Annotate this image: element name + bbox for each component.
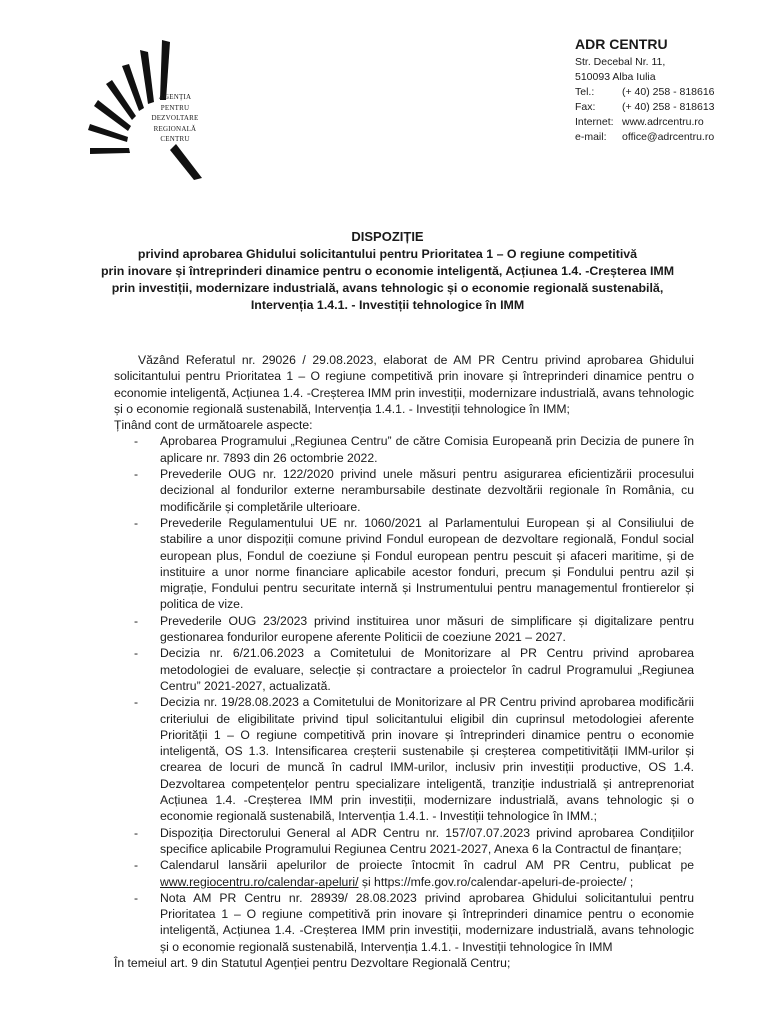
fax-label: Fax: (575, 101, 596, 113)
agency-line: DEZVOLTARE (151, 114, 199, 122)
agency-line: PENTRU (160, 103, 190, 112)
email-row (575, 130, 715, 145)
website-label: Internet: (575, 116, 614, 128)
list-item-text: Prevederile OUG 23/2023 privind instituirea unor măsuri de simplificare și digitalizare pentru gestionarea fondurilor europene aferente Politicii de coeziune 2021 – 2027. (160, 613, 694, 645)
fax-row (575, 100, 715, 115)
list-item: - Nota AM PR Centru nr. 28939/ 28.08.2023 privind aprobarea Ghidului solicitantului pentru Prioritatea 1 – O regiune competitivă prin inovare și întreprinderi dinamice pentru o economie inteligentă, Acțiunea 1.4. -Creșterea IMM prin investiții, modernizare industrială, avans tehnologic și o economie regională sustenabilă, Intervenția 1.4.1. - Investiții tehnologice în IMM (134, 890, 694, 954)
address-line-1: Str. Decebal Nr. 11, (575, 56, 666, 68)
title-line: Intervenția 1.4.1. - Investiții tehnologice în IMM (250, 298, 525, 312)
title-line: privind aprobarea Ghidului solicitantului pentru Prioritatea 1 – O regiune competitivă (137, 247, 638, 261)
contact-block (575, 36, 715, 145)
list-item-text: Decizia nr. 19/28.08.2023 a Comitetului de Monitorizare al PR Centru privind aprobarea modificării criteriului de eligibilitate privind tipul solicitantului eligibil din cuprinsul metodologiei aferente Priorității 1 – O regiune competitivă prin inovare și întreprinderi dinamice pentru o economie inteligentă, OS 1.3. Intensificarea creșterii sustenabile și creșterea competitivității IMM-urilor și crearea de locuri de muncă în cadrul IMM-urilor, inclusiv prin investiții productive, OS 1.4. Dezvoltarea competențelor pentru specializare inteligentă, tranziție industrială și antreprenoriat Acțiunea 1.4. -Creșterea IMM prin investiții, modernizare industrială, avans tehnologic și o economie regională sustenabilă, Intervenția 1.4.1. - Investiții tehnologice în IMM.; (160, 695, 694, 824)
agency-line: CENTRU (160, 135, 190, 143)
phone-label: Tel.: (575, 86, 595, 98)
phone-row (575, 85, 715, 100)
list-item: - Aprobarea Programului „Regiunea Centru” de către Comisia Europeană prin Decizia de punere în aplicare nr. 7893 din 26 octombrie 2022. (134, 434, 694, 465)
agency-line: REGIONALĂ (153, 124, 197, 133)
phone-value: (+ 40) 258 - 818616 (622, 86, 715, 98)
title-line: prin investiții, modernizare industrială, avans tehnologic și o economie regională sustenabilă, (111, 281, 664, 295)
list-item: - Prevederile OUG nr. 122/2020 privind unele măsuri pentru asigurarea eficientizării procesului decizional al fondurilor externe nerambursabile destinate dezvoltării regionale în România, cu modificările și completările ulterioare. (134, 467, 694, 514)
list-item-text: Decizia nr. 6/21.06.2023 a Comitetului de Monitorizare al PR Centru privind aprobarea metodologiei de evaluare, selecție și contractare a proiectelor în cadrul Programului „Regiunea Centru” 2021-2027, actualizată. (160, 646, 694, 693)
considering-line: Ținând cont de următoarele aspecte: (114, 418, 313, 433)
calendar-link[interactable]: www.regiocentru.ro/calendar-apeluri/ (160, 874, 359, 889)
list-item-text: Prevederile Regulamentului UE nr. 1060/2021 al Parlamentului European și al Consiliului de stabilire a unor dispoziții comune privind Fondul european de dezvoltare regională, Fondul social european plus, Fondul de coeziune și Fondul european pentru pescuit și afaceri maritime, și de instituire a unor norme financiare aplicabile acestor fonduri, precum și Fondului pentru azil și migrație, Fondului pentru securitate internă și Instrumentului pentru managementul frontierelor și politica de vize. (160, 515, 694, 612)
list-item: - Decizia nr. 19/28.08.2023 a Comitetului de Monitorizare al PR Centru privind aprobarea modificării criteriului de eligibilitate privind tipul solicitantului eligibil din cuprinsul metodologiei aferente Priorității 1 – O regiune competitivă prin inovare și întreprinderi dinamice pentru o economie inteligentă, OS 1.3. Intensificarea creșterii sustenabile și creșterea competitivității IMM-urilor și crearea de locuri de muncă în cadrul IMM-urilor, inclusiv prin investiții productive, OS 1.4. Dezvoltarea competențelor pentru specializare inteligentă, tranziție industrială și antreprenoriat Acțiunea 1.4. -Creșterea IMM prin investiții, modernizare industrială, avans tehnologic și o economie regională sustenabilă, Intervenția 1.4.1. - Investiții tehnologice în IMM.; (134, 695, 694, 824)
list-item-text: Aprobarea Programului „Regiunea Centru” de către Comisia Europeană prin Decizia de punere în aplicare nr. 7893 din 26 octombrie 2022. (160, 434, 694, 465)
list-item-text: Prevederile OUG nr. 122/2020 privind unele măsuri pentru asigurarea eficientizării procesului decizional al fondurilor externe nerambursabile destinate dezvoltării regionale în România, cu modificările și completările ulterioare. (160, 467, 694, 514)
email-label: e-mail: (575, 131, 607, 143)
agency-line: AGENȚIA (158, 93, 192, 101)
title-main: DISPOZIȚIE (351, 229, 424, 244)
list-item-text: și https://mfe.gov.ro/calendar-apeluri-de-proiecte/ ; (358, 874, 634, 889)
list-item-text: Calendarul lansării apelurilor de proiecte întocmit în cadrul AM PR Centru, publicat pe (160, 858, 694, 873)
address-line-2: 510093 Alba Iulia (575, 71, 656, 83)
website-row (575, 115, 715, 130)
document-title (80, 228, 695, 314)
list-item-text: Nota AM PR Centru nr. 28939/ 28.08.2023 privind aprobarea Ghidului solicitantului pentru Prioritatea 1 – O regiune competitivă prin inovare și întreprinderi dinamice pentru o economie inteligentă, Acțiunea 1.4. -Creșterea IMM prin investiții, modernizare industrială, avans tehnologic și o economie regională sustenabilă, Intervenția 1.4.1. - Investiții tehnologice în IMM (160, 890, 694, 954)
contact-title: ADR CENTRU (575, 36, 668, 52)
list-item: - Calendarul lansării apelurilor de proiecte întocmit în cadrul AM PR Centru, publicat pe www.regiocentru.ro/calendar-apeluri/ și https://mfe.gov.ro/calendar-apeluri-de-proiecte/ ; (134, 858, 694, 889)
fax-value: (+ 40) 258 - 818613 (622, 101, 715, 113)
list-item: - Decizia nr. 6/21.06.2023 a Comitetului de Monitorizare al PR Centru privind aprobarea metodologiei de evaluare, selecție și contractare a proiectelor în cadrul Programului „Regiunea Centru” 2021-2027, actualizată. (134, 646, 694, 693)
agency-logo (84, 40, 204, 180)
list-item: - Dispoziția Directorului General al ADR Centru nr. 157/07.07.2023 privind aprobarea Condițiilor specifice aplicabile Programului Regiunea Centru 2021-2027, Anexa 6 la Contractul de finanțare; (134, 825, 694, 856)
considerations-list (114, 433, 694, 955)
website-value: www.adrcentru.ro (622, 116, 704, 128)
closing-line: În temeiul art. 9 din Statutul Agenției pentru Dezvoltare Regională Centru; (114, 955, 511, 970)
intro-paragraph: Văzând Referatul nr. 29026 / 29.08.2023, elaborat de AM PR Centru privind aprobarea Ghidului solicitantului pentru Prioritatea 1 – O regiune competitivă prin inovare și întreprinderi dinamice pentru o economie inteligentă, Acțiunea 1.4. -Creșterea IMM prin investiții, modernizare industrială, avans tehnologic și o economie regională sustenabilă, Intervenția 1.4.1. - Investiții tehnologice în IMM; (114, 353, 694, 416)
title-line: prin inovare și întreprinderi dinamice pentru o economie inteligentă, Acțiunea 1.4. -Creșterea IMM (100, 264, 675, 278)
list-item: - Prevederile Regulamentului UE nr. 1060/2021 al Parlamentului European și al Consiliului de stabilire a unor dispoziții comune privind Fondul european de dezvoltare regională, Fondul social european plus, Fondul de coeziune și Fondul european pentru pescuit și afaceri maritime, și de instituire a unor norme financiare aplicabile acestor fonduri, precum și Fondului pentru azil și migrație, Fondului pentru securitate internă și Instrumentului pentru managementul frontierelor și politica de vize. (134, 515, 694, 612)
agency-name (140, 92, 210, 145)
email-value: office@adrcentru.ro (622, 131, 715, 143)
list-item: - Prevederile OUG 23/2023 privind instituirea unor măsuri de simplificare și digitalizare pentru gestionarea fondurilor europene aferente Politicii de coeziune 2021 – 2027. (134, 613, 694, 645)
document-body (114, 352, 694, 971)
list-item-text: Dispoziția Directorului General al ADR Centru nr. 157/07.07.2023 privind aprobarea Condițiilor specifice aplicabile Programului Regiunea Centru 2021-2027, Anexa 6 la Contractul de finanțare; (160, 825, 694, 856)
